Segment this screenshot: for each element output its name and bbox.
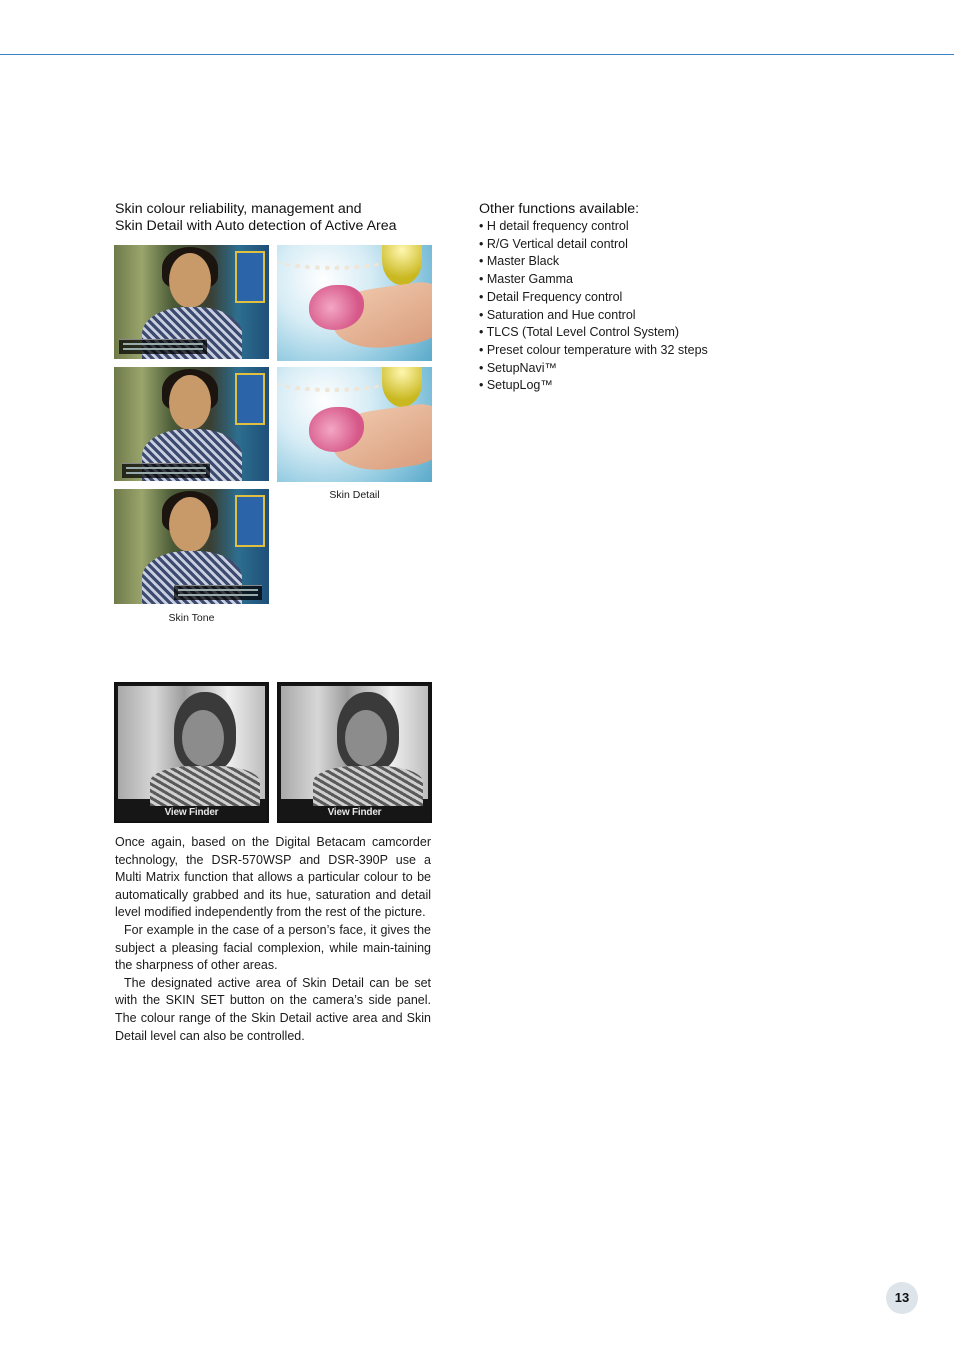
viewfinder-label-1: View Finder: [164, 807, 219, 818]
list-item: • R/G Vertical detail control: [479, 236, 628, 251]
skin-tone-photo-2: [114, 367, 269, 481]
list-item: • H detail frequency control: [479, 219, 629, 233]
viewfinder-photo-1: [114, 682, 269, 823]
list-item: • Saturation and Hue control: [479, 307, 636, 322]
caption-skin-detail: Skin Detail: [329, 489, 380, 501]
section-heading-other-functions: Other functions available:: [479, 201, 640, 217]
viewfinder-photo-2: [277, 682, 432, 823]
skin-detail-photo-1: [277, 245, 432, 361]
body-paragraph-3: The designated active area of Skin Detail can be set with the SKIN SET button on the camera’s side panel. The colour range of the Skin Detail active area and Skin Detail level can also be controlled.: [115, 975, 431, 1043]
heading-line-2: Skin Detail with Auto detection of Active Area: [115, 218, 397, 234]
list-item: • Master Gamma: [479, 272, 573, 287]
heading-line-1: Skin colour reliability, management and: [115, 201, 362, 217]
list-item: • SetupNavi™: [479, 360, 558, 375]
top-rule: [0, 54, 954, 55]
caption-skin-tone: Skin Tone: [168, 612, 215, 624]
skin-detail-photo-2: [277, 367, 432, 482]
body-text: [115, 834, 431, 1045]
list-item: • TLCS (Total Level Control System): [479, 325, 680, 340]
skin-tone-photo-3: [114, 489, 269, 604]
section-heading-skin: [115, 201, 397, 235]
page-number-badge: 13: [886, 1282, 918, 1314]
viewfinder-label-2: View Finder: [327, 807, 382, 818]
list-item: • SetupLog™: [479, 378, 553, 393]
list-item: • Detail Frequency control: [479, 289, 623, 304]
body-paragraph-2: For example in the case of a person’s face, it gives the subject a pleasing facial complexion, while main-taining the sharpness of other areas.: [115, 922, 431, 973]
functions-list: [479, 218, 708, 395]
body-paragraph-1: Once again, based on the Digital Betacam camcorder technology, the DSR-570WSP and DSR-390P use a Multi Matrix function that allows a particular colour to be automatically grabbed and its hue, saturation and detail level modified independently from the rest of the picture.: [115, 835, 431, 920]
skin-tone-photo-1: [114, 245, 269, 359]
list-item: • Master Black: [479, 254, 560, 269]
list-item: • Preset colour temperature with 32 steps: [479, 342, 708, 357]
